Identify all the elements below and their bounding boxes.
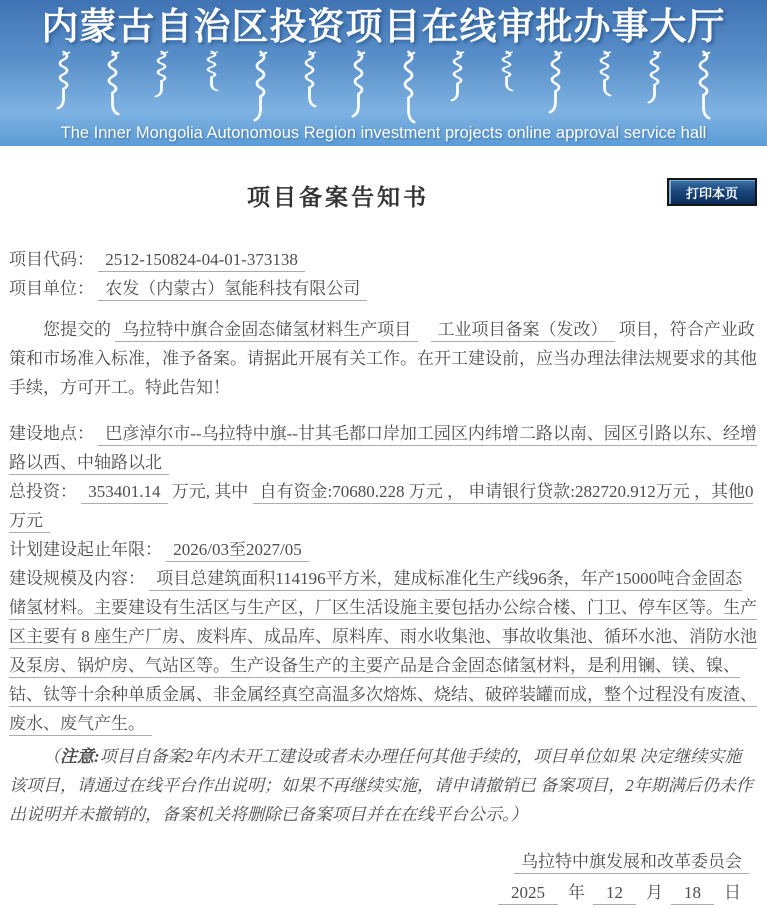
date-year: 2025 <box>498 883 558 905</box>
mongolian-word <box>450 51 465 106</box>
investment-total-value: 353401.14 <box>81 482 167 504</box>
mongolian-word <box>154 51 169 102</box>
scale-label: 建设规模及内容： <box>9 569 145 588</box>
location-value: 巴彦淖尔市--乌拉特中旗--甘其毛都口岸加工园区内纬增二路以南、园区引路以东、经增路以西、中轴路以北 <box>9 424 757 475</box>
portal-title-cn: 内蒙古自治区投资项目在线审批办事大厅 <box>41 7 726 48</box>
approval-paragraph <box>9 315 757 402</box>
mongolian-word <box>647 51 662 108</box>
project-unit-label: 项目单位： <box>9 279 94 298</box>
mongolian-word <box>56 51 71 114</box>
date-day-unit: 日 <box>724 883 741 902</box>
notice-open: （ <box>43 747 60 766</box>
document-body <box>0 146 767 908</box>
scale-value: 项目总建筑面积114196平方米，建成标准化生产线96条，年产15000吨合金固态储氢材料。主要建设有生活区与生产区，厂区生活设施主要包括办公综合楼、门卫、停车区等。生产区主要有 8 座生产厂房、废料库、成品库、原料库、雨水收集池、事故收集池、循环水池、消防水池及泵房、锅炉房、气站区等。生产设备生产的主要产品是合金固态储氢材料，是利用镧、镁、镍、钴、钛等十余种单质金属、非金属经真空高温多次熔炼、烧结、破碎装罐而成，整个过程没有废渣、废水、废气产生。 <box>9 569 757 736</box>
notice-paragraph <box>9 742 757 829</box>
location-label: 建设地点： <box>9 424 94 443</box>
project-details <box>9 419 757 738</box>
mongolian-word <box>105 51 120 120</box>
project-fields <box>9 245 757 303</box>
mongolian-word <box>204 51 219 96</box>
mongolian-word <box>253 51 268 126</box>
date-day: 18 <box>671 883 714 905</box>
print-page-button[interactable]: 打印本页 <box>667 178 757 206</box>
investment-mid-text: 万元, 其中 <box>171 482 249 501</box>
mongolian-word <box>302 51 317 112</box>
period-label: 计划建设起止年限： <box>9 540 162 559</box>
investment-detail-value: 自有资金:70680.228 万元 ， 申请银行贷款:282720.912万元 ，其他0 万元 <box>9 482 753 533</box>
period-value: 2026/03至2027/05 <box>166 540 308 562</box>
project-unit-value: 农发（内蒙古）氢能科技有限公司 <box>98 279 367 301</box>
record-type-value: 工业项目备案（发改） <box>431 320 615 342</box>
project-code-value: 2512-150824-04-01-373138 <box>98 250 305 272</box>
authority-name: 乌拉特中旗发展和改革委员会 <box>514 852 749 874</box>
mongolian-word <box>597 51 612 101</box>
mongolian-script-row <box>56 51 711 123</box>
project-code-row <box>9 245 757 274</box>
date-month-unit: 月 <box>646 883 663 902</box>
date-month: 12 <box>593 883 636 905</box>
signature-block <box>9 846 757 908</box>
mongolian-word <box>548 51 563 118</box>
notice-text: 项目自备案2年内未开工建设或者未办理任何其他手续的，项目单位如果 决定继续实施该项目，请通过在线平台作出说明；如果不再继续实施，请申请撤销已 备案项目，2年期满后仍未作出说明并未撤销的，备案机关将删除已备案项目并在在线平台公示。） <box>9 747 753 824</box>
mongolian-word <box>401 51 416 128</box>
portal-subtitle-en: The Inner Mongolia Autonomous Region investment projects online approval service hall <box>60 124 707 142</box>
project-code-label: 项目代码： <box>9 250 94 269</box>
date-line <box>9 877 749 908</box>
document-title: 项目备案告知书 <box>247 185 429 210</box>
spacer <box>423 320 431 339</box>
authority-line <box>9 846 749 877</box>
investment-label: 总投资： <box>9 482 77 501</box>
mongolian-word <box>696 51 711 124</box>
date-year-unit: 年 <box>568 883 585 902</box>
mongolian-word <box>499 51 514 96</box>
approval-prefix: 您提交的 <box>43 320 111 339</box>
project-name-value: 乌拉特中旗合金固态储氢材料生产项目 <box>115 320 418 342</box>
mongolian-word <box>351 51 366 122</box>
portal-header <box>0 0 767 146</box>
notice-bold: 注意: <box>60 747 100 766</box>
approval-suffix: 项目，符合产业政策和市场准入标准，准予备案。请据此开展有关工作。在开工建设前，应当办理法律法规要求的其他手续，方可开工。特此告知！ <box>9 320 757 397</box>
project-unit-row <box>9 274 757 303</box>
